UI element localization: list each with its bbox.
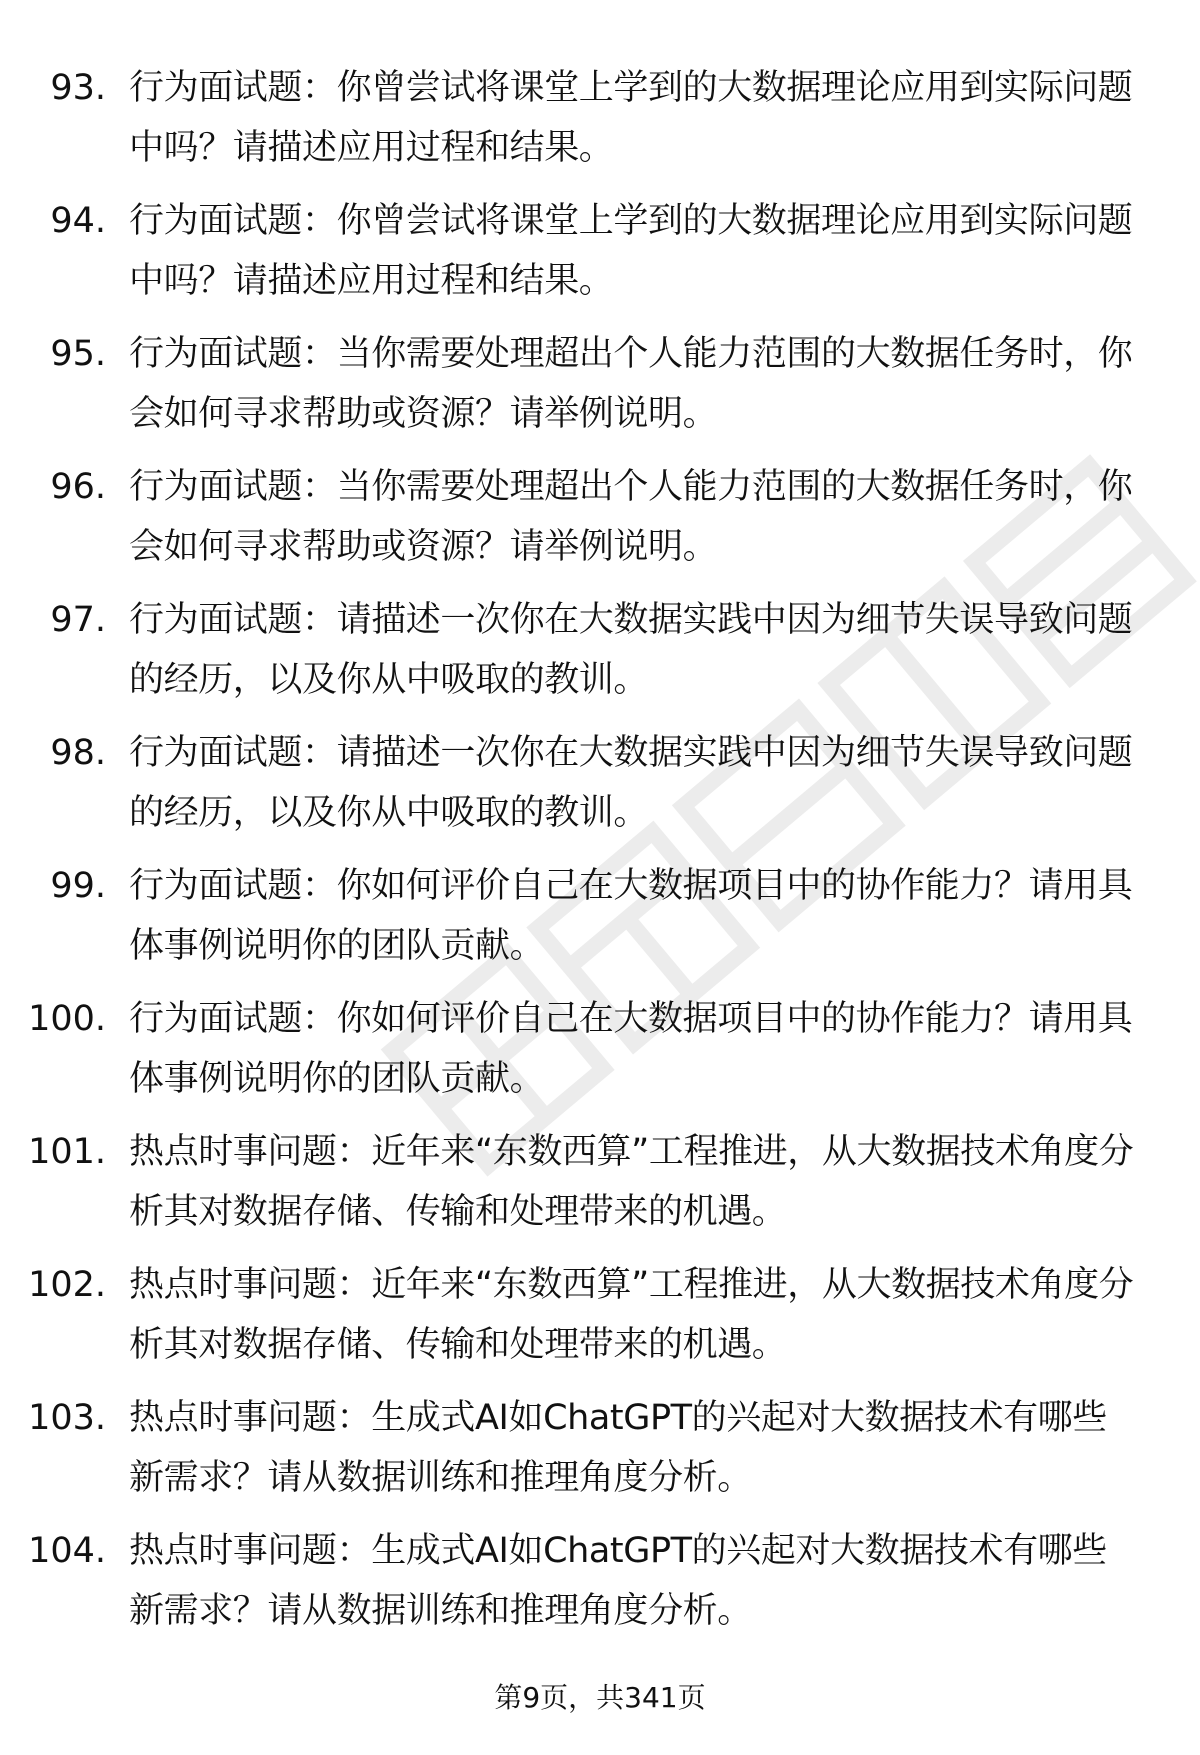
list-item bbox=[0, 457, 1200, 590]
question-text: 行为面试题：请描述一次你在大数据实践中因为细节失误导致问题的经历，以及你从中吸取的教训。 bbox=[129, 733, 1133, 833]
list-item bbox=[0, 324, 1200, 457]
question-text: 行为面试题：你曾尝试将课堂上学到的大数据理论应用到实际问题中吗？请描述应用过程和结果。 bbox=[129, 201, 1133, 301]
question-number: 102. bbox=[28, 1265, 106, 1305]
question-number: 97. bbox=[50, 600, 106, 640]
question-text: 行为面试题：当你需要处理超出个人能力范围的大数据任务时，你会如何寻求帮助或资源？请举例说明。 bbox=[129, 467, 1133, 567]
page-footer: 第9页，共341页 bbox=[494, 1681, 706, 1714]
question-text: 热点时事问题：生成式AI如ChatGPT的兴起对大数据技术有哪些新需求？请从数据训练和推理角度分析。 bbox=[129, 1398, 1107, 1498]
list-item bbox=[0, 1122, 1200, 1255]
question-text: 行为面试题：请描述一次你在大数据实践中因为细节失误导致问题的经历，以及你从中吸取的教训。 bbox=[129, 600, 1133, 700]
question-text: 行为面试题：当你需要处理超出个人能力范围的大数据任务时，你会如何寻求帮助或资源？请举例说明。 bbox=[129, 334, 1133, 434]
question-number: 103. bbox=[28, 1398, 106, 1438]
list-item bbox=[0, 856, 1200, 989]
question-text: 热点时事问题：近年来“东数西算”工程推进，从大数据技术角度分析其对数据存储、传输和处理带来的机遇。 bbox=[129, 1265, 1134, 1365]
question-number: 100. bbox=[28, 999, 106, 1039]
list-item bbox=[0, 590, 1200, 723]
list-item bbox=[0, 1388, 1200, 1521]
list-item bbox=[0, 191, 1200, 324]
list-item bbox=[0, 723, 1200, 856]
question-number: 101. bbox=[28, 1132, 106, 1172]
question-number: 94. bbox=[50, 201, 106, 241]
question-list bbox=[0, 58, 1200, 1654]
question-text: 热点时事问题：近年来“东数西算”工程推进，从大数据技术角度分析其对数据存储、传输和处理带来的机遇。 bbox=[129, 1132, 1134, 1232]
list-item bbox=[0, 989, 1200, 1122]
list-item bbox=[0, 1521, 1200, 1654]
question-number: 96. bbox=[50, 467, 106, 507]
question-number: 93. bbox=[50, 68, 106, 108]
question-text: 行为面试题：你曾尝试将课堂上学到的大数据理论应用到实际问题中吗？请描述应用过程和结果。 bbox=[129, 68, 1133, 168]
question-number: 95. bbox=[50, 334, 106, 374]
question-text: 行为面试题：你如何评价自己在大数据项目中的协作能力？请用具体事例说明你的团队贡献。 bbox=[129, 866, 1133, 966]
question-number: 98. bbox=[50, 733, 106, 773]
list-item bbox=[0, 58, 1200, 191]
list-item bbox=[0, 1255, 1200, 1388]
question-text: 热点时事问题：生成式AI如ChatGPT的兴起对大数据技术有哪些新需求？请从数据训练和推理角度分析。 bbox=[129, 1531, 1107, 1631]
question-text: 行为面试题：你如何评价自己在大数据项目中的协作能力？请用具体事例说明你的团队贡献。 bbox=[129, 999, 1133, 1099]
question-number: 99. bbox=[50, 866, 106, 906]
question-number: 104. bbox=[28, 1531, 106, 1571]
